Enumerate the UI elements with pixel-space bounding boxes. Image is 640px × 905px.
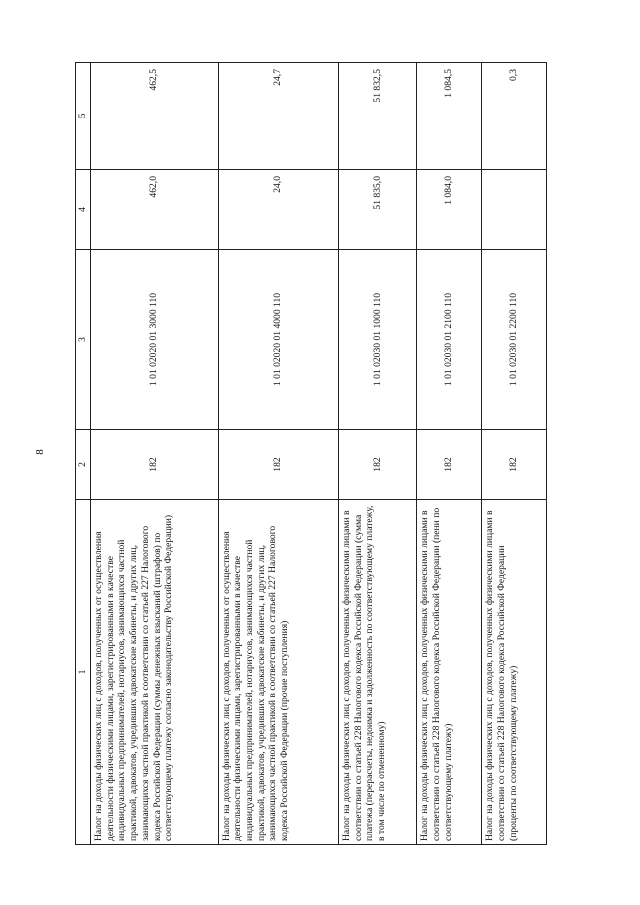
row-col4-value: 24,0 [218,170,338,250]
row-kbk-code: 1 01 02020 01 3000 110 [91,250,219,430]
row-col5-value: 0,3 [482,63,547,170]
row-col5-value: 462,5 [91,63,219,170]
row-description: Налог на доходы физических лиц с доходов, полученных физическими лицами в соответствии со статьей 228 Налогового кодекса Российской Федерации (сумма платежа (перерасчеты, недоимка и задолженность по соответствующему платежу, в том числе по отмененному) [338,500,416,845]
row-col4-value: 1 084,0 [417,170,482,250]
row-description: Налог на доходы физических лиц с доходов, полученных от осуществления деятельности физическими лицами, зарегистрированными в качестве индивидуальных предпринимателей, нотариусов, занимающихся частной практикой, адвокатов, учредивших адвокатские кабинеты, и других лиц, занимающихся частной практикой в соответствии со статьей 227 Налогового кодекса Российской Федерации (прочие поступления) [218,500,338,845]
row-admin-code: 182 [338,430,416,500]
revenue-table [75,62,547,845]
row-admin-code: 182 [218,430,338,500]
row-kbk-code: 1 01 02020 01 4000 110 [218,250,338,430]
table-row [417,63,482,845]
table-row [218,63,338,845]
page-number: 8 [34,449,46,455]
header-col-2: 2 [76,430,91,500]
row-col4-value: 462,0 [91,170,219,250]
table-header-row [76,63,91,845]
row-description: Налог на доходы физических лиц с доходов, полученных от осуществления деятельности физическими лицами, зарегистрированными в качестве индивидуальных предпринимателей, нотариусов, занимающихся частной практикой, адвокатов, учредивших адвокатские кабинеты, и других лиц, занимающихся частной практикой в соответствии со статьей 227 Налогового кодекса Российской Федерации (суммы денежных взысканий (штрафов) по соответствующему платежу согласно законодательству Российской Федерации) [91,500,219,845]
row-admin-code: 182 [91,430,219,500]
rotated-table-container [75,63,547,845]
row-kbk-code: 1 01 02030 01 1000 110 [338,250,416,430]
row-col5-value: 24,7 [218,63,338,170]
row-col5-value: 51 832,5 [338,63,416,170]
table-row [91,63,219,845]
header-col-3: 3 [76,250,91,430]
header-col-4: 4 [76,170,91,250]
row-col4-value: 51 835,0 [338,170,416,250]
row-kbk-code: 1 01 02030 01 2200 110 [482,250,547,430]
row-admin-code: 182 [417,430,482,500]
header-col-5: 5 [76,63,91,170]
table-row [482,63,547,845]
header-col-1: 1 [76,500,91,845]
row-kbk-code: 1 01 02030 01 2100 110 [417,250,482,430]
row-description: Налог на доходы физических лиц с доходов, полученных физическими лицами в соответствии со статьей 228 Налогового кодекса Российской Федерации (пени по соответствующему платежу) [417,500,482,845]
row-admin-code: 182 [482,430,547,500]
row-description: Налог на доходы физических лиц с доходов, полученных физическими лицами в соответствии со статьей 228 Налогового кодекса Российской Федерации (проценты по соответствующему платежу) [482,500,547,845]
row-col4-value [482,170,547,250]
row-col5-value: 1 084,5 [417,63,482,170]
table-row [338,63,416,845]
